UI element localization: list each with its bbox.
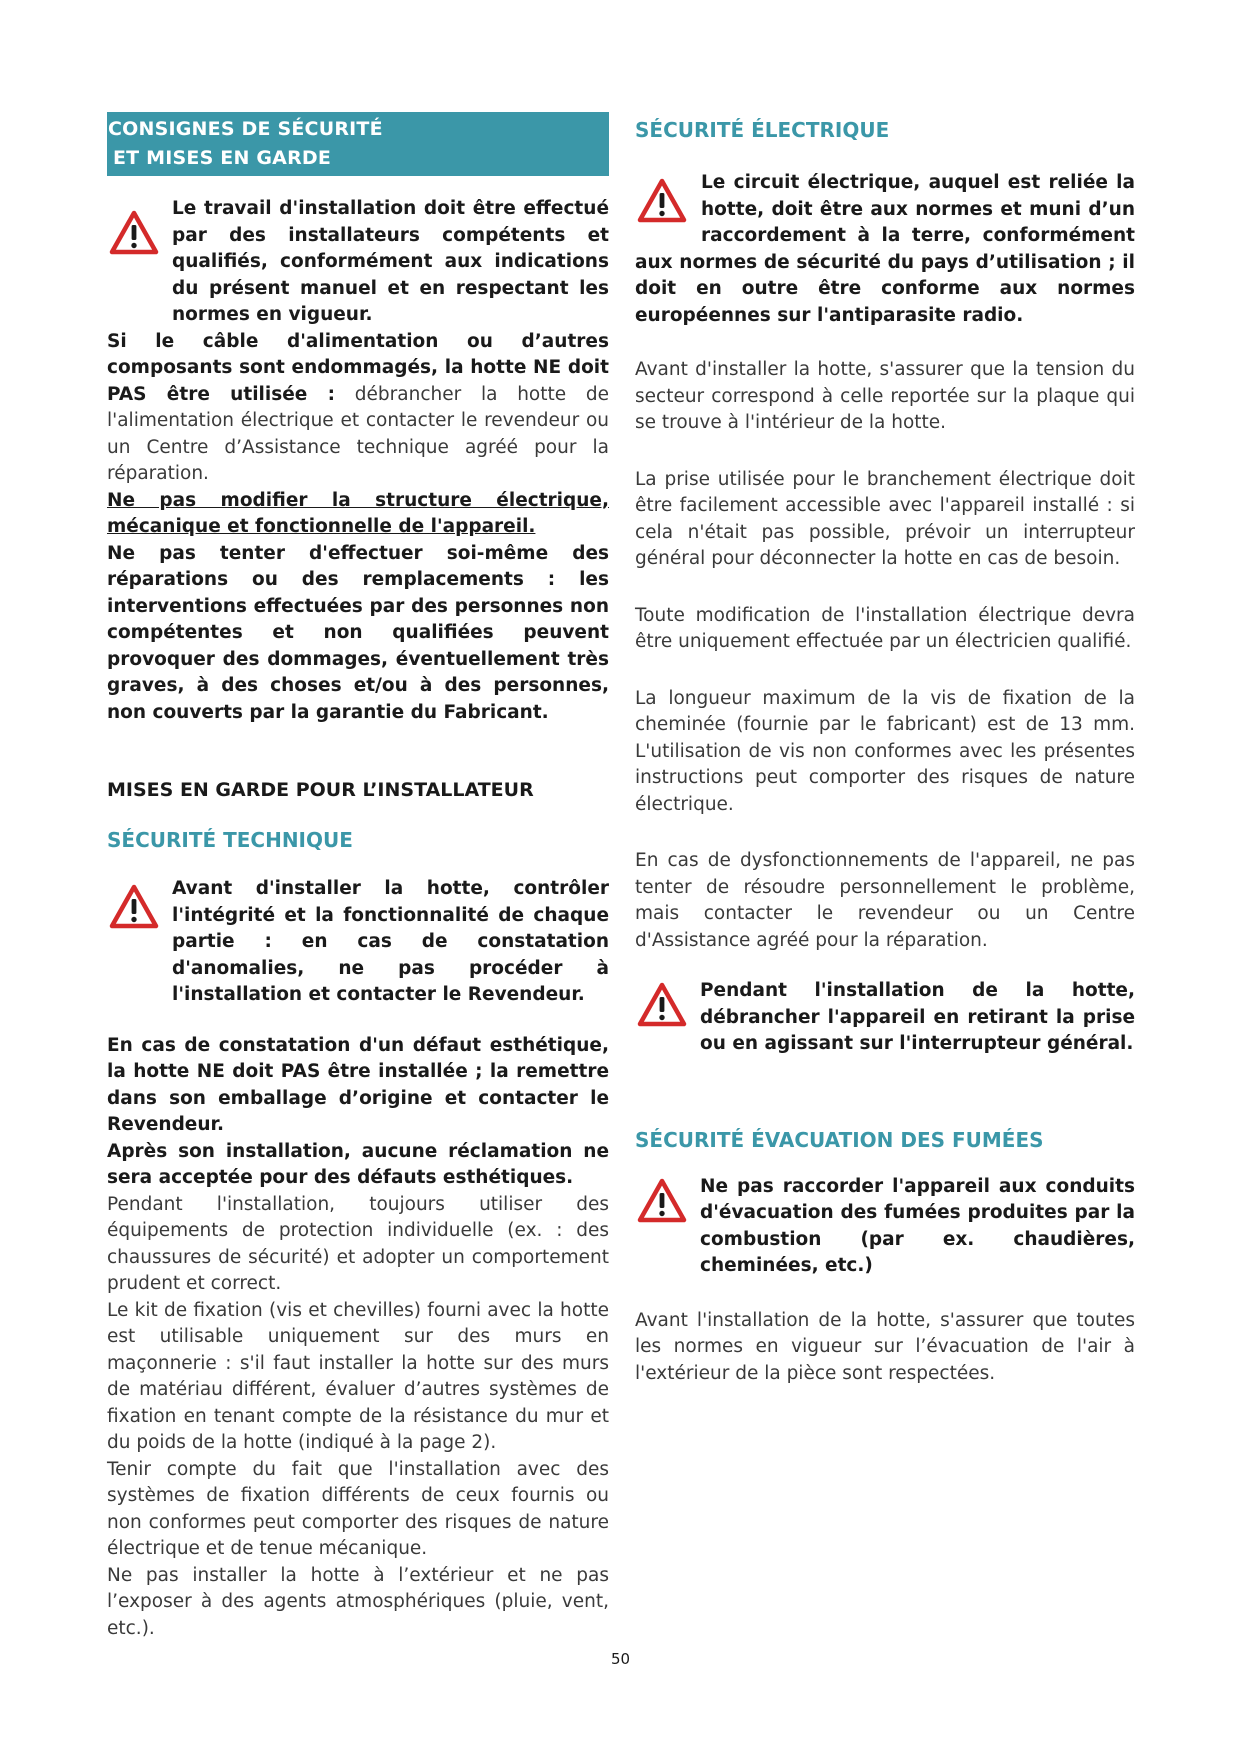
heading-installer-warnings: MISES EN GARDE POUR L’INSTALLATEUR <box>107 779 534 801</box>
paragraph-no-modification <box>107 488 609 541</box>
warning-text: Pendant l'installation de la hotte, débrancher l'appareil en retirant la prise ou en agissant sur l'interrupteur général. <box>700 980 1135 1054</box>
right-column <box>635 112 1135 1387</box>
warning-triangle-icon <box>637 982 687 1027</box>
warning-electrical-circuit <box>635 170 1135 329</box>
paragraph-modification: Toute modification de l'installation électrique devra être uniquement effectuée par un électricien qualifié. <box>635 604 1135 652</box>
paragraph-aesthetic-defect: En cas de constatation d'un défaut esthétique, la hotte NE doit PAS être installée ; la remettre dans son emballage d’origine et contacter le Revendeur. <box>107 1034 609 1135</box>
paragraph-protective-equipment: Pendant l'installation, toujours utiliser des équipements de protection individuelle (ex. : des chaussures de sécurité) et adopter un comportement prudent et correct. <box>107 1193 609 1294</box>
paragraph-no-repairs: Ne pas tenter d'effectuer soi-même des réparations ou des remplacements : les interventions effectuées par des personnes non compétentes et non qualifiées peuvent provoquer des dommages, éventuellement très graves, à des choses et/ou à des personnes, non couverts par la garantie du Fabricant. <box>107 542 609 723</box>
warning-triangle-icon <box>109 884 159 929</box>
bold-text: Si le câble d'alimentation ou d’autres composants sont endommagés, la hotte NE doit PAS être utilisée : <box>107 330 609 405</box>
warning-triangle-icon <box>637 1178 687 1223</box>
heading-electrical-safety: SÉCURITÉ ÉLECTRIQUE <box>635 118 890 142</box>
page-number: 50 <box>610 1650 631 1668</box>
paragraph-damaged-cable <box>107 329 609 488</box>
warning-text: Avant d'installer la hotte, contrôler l'intégrité et la fonctionnalité de chaque partie : en cas de constatation d'anomalies, ne pas procéder à l'installation et contacter le Revendeur. <box>172 878 609 1005</box>
paragraph-screw-length: La longueur maximum de la vis de fixation de la cheminée (fournie par le fabricant) est de 13 mm. L'utilisation de vis non conformes avec les présentes instructions peut comporter des risques de nature électrique. <box>635 687 1135 815</box>
paragraph-no-outdoor: Ne pas installer la hotte à l’extérieur et ne pas l’exposer à des agents atmosphériques (pluie, vent, etc.). <box>107 1564 609 1639</box>
left-column <box>107 112 609 1642</box>
heading-technical-safety: SÉCURITÉ TECHNIQUE <box>107 828 353 852</box>
paragraph-socket: La prise utilisée pour le branchement électrique doit être facilement accessible avec l'appareil installé : si cela n'était pas possible, prévoir un interrupteur général pour déconnecter la hotte en cas de besoin. <box>635 468 1135 569</box>
warning-triangle-icon <box>109 210 159 255</box>
banner-line-2: ET MISES EN GARDE <box>113 147 332 169</box>
warning-flue-connection <box>635 1174 1135 1280</box>
banner-line-1: CONSIGNES DE SÉCURITÉ <box>108 118 383 140</box>
warning-installation-staff <box>107 196 609 329</box>
warning-check-integrity <box>107 876 609 1009</box>
paragraph-fixing-systems: Tenir compte du fait que l'installation avec des systèmes de fixation différents de ceux fournis ou non conformes peut comporter des risques de nature électrique et de tenue mécanique. <box>107 1458 609 1559</box>
heading-fume-safety: SÉCURITÉ ÉVACUATION DES FUMÉES <box>635 1127 1044 1152</box>
body-text: débrancher la hotte de l'alimentation électrique et contacter le revendeur ou un Centre d’Assistance technique agréé pour la réparation. <box>107 383 609 484</box>
paragraph-voltage: Avant d'installer la hotte, s'assurer que la tension du secteur correspond à celle reportée sur la plaque qui se trouve à l'intérieur de la hotte. <box>635 359 1135 433</box>
warning-text: Le travail d'installation doit être effectué par des installateurs compétents et qualifiés, conformément aux indications du présent manuel et en respectant les normes en vigueur. <box>172 198 609 325</box>
warning-text: Le circuit électrique, auquel est reliée la hotte, doit être aux normes et muni d’un raccordement à la terre, conformément aux normes de sécurité du pays d’utilisation ; il doit en outre être conforme aux normes européennes sur l'antiparasite radio. <box>635 172 1135 326</box>
paragraph-air-evacuation: Avant l'installation de la hotte, s'assurer que toutes les normes en vigueur sur l’évacuation de l'air à l'extérieur de la pièce sont respectées. <box>635 1309 1135 1384</box>
warning-triangle-icon <box>637 178 687 223</box>
warning-text: Ne pas raccorder l'appareil aux conduits d'évacuation des fumées produites par la combustion (par ex. chaudières, cheminées, etc.) <box>700 1175 1135 1276</box>
warning-unplug <box>635 978 1135 1058</box>
underlined-text: Ne pas modifier la structure électrique, mécanique et fonctionnelle de l'appareil. <box>107 489 609 537</box>
paragraph-no-claims: Après son installation, aucune réclamation ne sera acceptée pour des défauts esthétiques. <box>107 1140 609 1188</box>
paragraph-fixing-kit: Le kit de fixation (vis et chevilles) fourni avec la hotte est utilisable uniquement sur des murs en maçonnerie : s'il faut installer la hotte sur des murs de matériau différent, évaluer d’autres systèmes de fixation en tenant compte de la résistance du mur et du poids de la hotte (indiqué à la page 2). <box>107 1299 609 1453</box>
section-banner <box>107 112 609 176</box>
paragraph-malfunction: En cas de dysfonctionnements de l'appareil, ne pas tenter de résoudre personnellement le problème, mais contacter le revendeur ou un Centre d'Assistance agréé pour la réparation. <box>635 850 1135 951</box>
